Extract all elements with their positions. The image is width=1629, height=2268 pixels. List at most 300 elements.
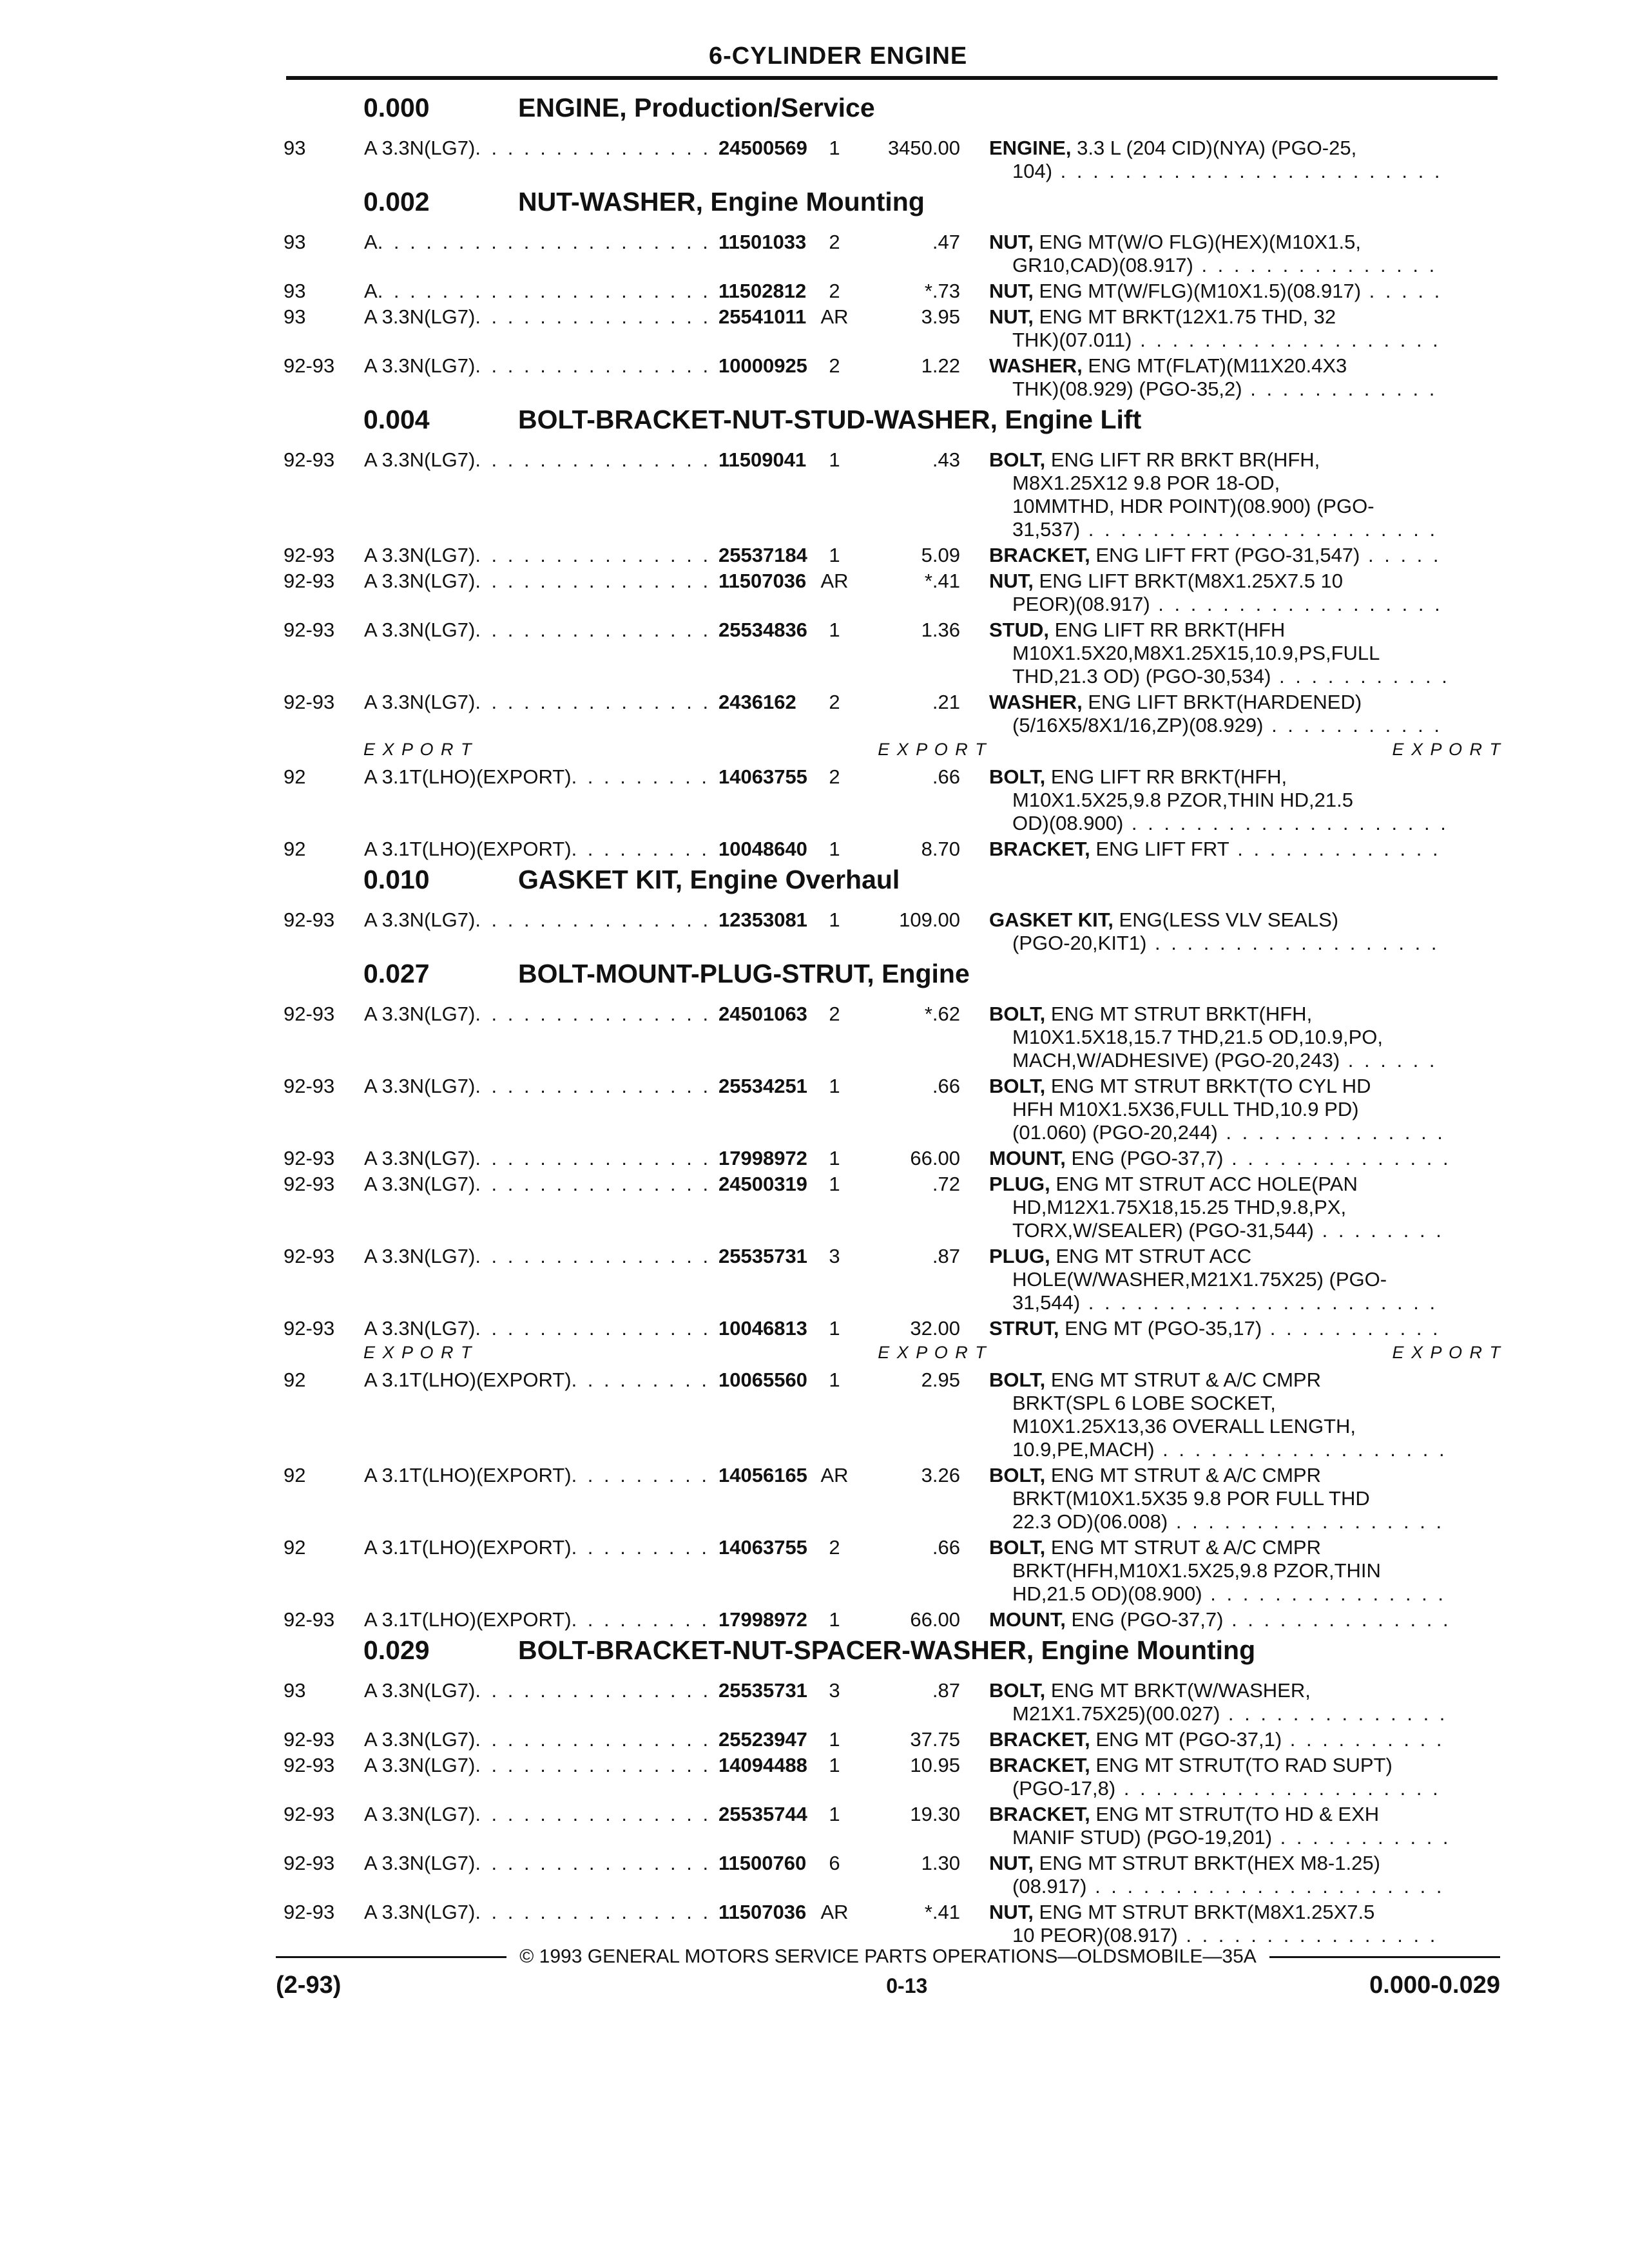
description-text: (PGO-17,8) [1012, 1777, 1116, 1800]
dot-leader [475, 1728, 718, 1751]
model-year: 92-93 [284, 619, 335, 641]
model-year: 92-93 [284, 1147, 335, 1169]
copyright-notice: © 1993 GENERAL MOTORS SERVICE PARTS OPERATIONS—OLDSMOBILE—35A [519, 1946, 1257, 1967]
part-number: 25535731 [718, 1679, 807, 1702]
model-year: 92-93 [284, 1608, 335, 1631]
part-name: ENGINE, [989, 137, 1072, 159]
part-row [284, 1679, 1501, 1725]
export-label: E X P O R T [363, 740, 473, 759]
section-header [284, 1635, 1501, 1679]
description-text: THK)(07.011) [1012, 329, 1132, 351]
description-text: (01.060) (PGO-20,244) [1012, 1121, 1218, 1144]
engine-code: A 3.3N(LG7) [364, 1173, 476, 1195]
export-label: E X P O R T [363, 1343, 473, 1362]
page-footer [276, 1946, 1500, 1999]
part-name: BRACKET, [989, 838, 1090, 860]
dot-leader [475, 1245, 718, 1314]
part-name: NUT, [989, 305, 1034, 328]
engine-application [364, 1003, 718, 1072]
part-row [284, 280, 1501, 303]
part-name: GASKET KIT, [989, 908, 1113, 931]
price: .47 [932, 231, 960, 253]
engine-application [364, 1901, 718, 1947]
quantity: 1 [829, 1075, 840, 1097]
description-text: BRKT(M10X1.5X35 9.8 POR FULL THD [1012, 1487, 1370, 1510]
description-line [989, 1196, 1447, 1219]
description-text: ENG MT BRKT(12X1.75 THD, 32 [1039, 305, 1336, 328]
price: 3450.00 [887, 137, 960, 159]
part-description [989, 1754, 1447, 1800]
engine-application [364, 1369, 718, 1461]
engine-application [364, 1317, 718, 1340]
section-title: GASKET KIT, Engine Overhaul [518, 865, 900, 894]
part-description [989, 1852, 1447, 1898]
description-line [989, 137, 1447, 160]
part-description [989, 1369, 1447, 1461]
description-line [989, 378, 1447, 401]
dot-leader [475, 691, 718, 737]
description-line [989, 448, 1447, 472]
part-name: BRACKET, [989, 1754, 1090, 1776]
part-description [989, 570, 1447, 616]
description-line [989, 1049, 1447, 1072]
price: *.62 [924, 1003, 960, 1025]
description-line [989, 1245, 1447, 1268]
engine-application [364, 231, 718, 277]
part-number: 25523947 [718, 1728, 807, 1751]
model-year: 92 [284, 1464, 306, 1486]
engine-code: A 3.3N(LG7) [364, 1754, 476, 1776]
part-row [284, 619, 1501, 688]
description-text: ENG MT (PGO-37,1) [1095, 1728, 1282, 1751]
description-line [989, 838, 1447, 861]
description-text: ENG MT(W/FLG)(M10X1.5)(08.917) [1039, 280, 1362, 302]
description-text: ENG(LESS VLV SEALS) [1119, 908, 1339, 931]
description-text: ENG LIFT FRT [1095, 838, 1229, 860]
dot-leader [475, 1003, 718, 1072]
engine-application [364, 765, 718, 835]
description-line [989, 1075, 1447, 1098]
quantity: 2 [829, 1003, 840, 1025]
part-row [284, 1464, 1501, 1533]
quantity: 1 [829, 137, 840, 159]
section-header [284, 865, 1501, 908]
engine-application [364, 1803, 718, 1849]
date-code: (2-93) [276, 1972, 342, 1999]
dot-leader [475, 1901, 718, 1947]
engine-code: A 3.1T(LHO)(EXPORT) [364, 1608, 572, 1631]
engine-application [364, 908, 718, 955]
part-number: 11502812 [718, 280, 807, 302]
part-name: BOLT, [989, 1369, 1046, 1391]
dot-leader [572, 838, 718, 861]
part-description [989, 1536, 1447, 1606]
model-year: 92-93 [284, 354, 335, 377]
part-row [284, 1173, 1501, 1242]
model-year: 92-93 [284, 544, 335, 566]
description-line [989, 1901, 1447, 1924]
description-text: ENG MT STRUT(TO RAD SUPT) [1095, 1754, 1393, 1776]
quantity: 1 [829, 619, 840, 641]
model-year: 92-93 [284, 1317, 335, 1340]
quantity: 1 [829, 544, 840, 566]
part-description [989, 1803, 1447, 1849]
description-line [989, 305, 1447, 329]
part-description [989, 1679, 1447, 1725]
description-text: ENG MT STRUT ACC [1055, 1245, 1252, 1267]
quantity: 2 [829, 354, 840, 377]
quantity: 1 [829, 1317, 840, 1340]
quantity: 2 [829, 765, 840, 788]
description-text: PEOR)(08.917) [1012, 593, 1150, 615]
description-line [989, 1754, 1447, 1777]
part-description [989, 544, 1447, 567]
quantity: 3 [829, 1245, 840, 1267]
description-line [989, 329, 1447, 352]
engine-application [364, 619, 718, 688]
footer-rule-left [276, 1956, 506, 1958]
part-number: 14094488 [718, 1754, 807, 1776]
description-line [989, 472, 1447, 495]
description-line [989, 231, 1447, 254]
description-text: ENG LIFT BRKT(M8X1.25X7.5 10 [1039, 570, 1344, 592]
engine-application [364, 305, 718, 352]
description-line [989, 789, 1447, 812]
quantity: AR [820, 305, 849, 328]
description-text: ENG LIFT RR BRKT BR(HFH, [1050, 448, 1320, 471]
page-title: 6-CYLINDER ENGINE [709, 43, 968, 70]
part-description [989, 280, 1447, 303]
description-text: THK)(08.929) (PGO-35,2) [1012, 378, 1242, 400]
section-header [284, 93, 1501, 137]
quantity: 1 [829, 1147, 840, 1169]
catalog-section [284, 187, 1501, 401]
dot-leader [475, 570, 718, 616]
price: 2.95 [921, 1369, 960, 1391]
description-line [989, 1268, 1447, 1291]
description-line [989, 642, 1447, 665]
part-row [284, 448, 1501, 541]
price: .72 [932, 1173, 960, 1195]
engine-code: A 3.1T(LHO)(EXPORT) [364, 1536, 572, 1559]
quantity: 2 [829, 280, 840, 302]
part-row [284, 1075, 1501, 1144]
engine-application [364, 448, 718, 541]
part-name: PLUG, [989, 1245, 1050, 1267]
part-number: 17998972 [718, 1608, 807, 1631]
part-name: BOLT, [989, 1075, 1046, 1097]
model-year: 92-93 [284, 570, 335, 592]
part-description [989, 1147, 1447, 1170]
model-year: 92-93 [284, 1803, 335, 1825]
engine-code: A 3.3N(LG7) [364, 1803, 476, 1825]
price: .66 [932, 765, 960, 788]
description-line [989, 665, 1447, 688]
section-header [284, 187, 1501, 231]
price: .66 [932, 1536, 960, 1559]
price: .43 [932, 448, 960, 471]
description-text: 31,537) [1012, 518, 1081, 541]
part-number: 25541011 [718, 305, 807, 328]
engine-application [364, 1147, 718, 1170]
part-row [284, 305, 1501, 352]
export-label: E X P O R T [1392, 740, 1501, 759]
engine-code: A 3.3N(LG7) [364, 1245, 476, 1267]
engine-code: A 3.3N(LG7) [364, 908, 476, 931]
section-title: BOLT-BRACKET-NUT-SPACER-WASHER, Engine Mounting [518, 1635, 1256, 1665]
part-number: 25534251 [718, 1075, 807, 1097]
part-row [284, 765, 1501, 835]
catalog-section [284, 959, 1501, 1631]
part-description [989, 691, 1447, 737]
quantity: 1 [829, 1803, 840, 1825]
price: 37.75 [910, 1728, 960, 1751]
price: .87 [932, 1245, 960, 1267]
engine-code: A 3.1T(LHO)(EXPORT) [364, 838, 572, 860]
catalog-section [284, 93, 1501, 183]
part-number: 11507036 [718, 570, 807, 592]
dot-leader [572, 1464, 718, 1533]
description-line [989, 1852, 1447, 1875]
part-row [284, 570, 1501, 616]
quantity: 1 [829, 838, 840, 860]
description-line [989, 1464, 1447, 1487]
description-line [989, 160, 1447, 183]
price: .87 [932, 1679, 960, 1702]
price: 32.00 [910, 1317, 960, 1340]
part-row [284, 137, 1501, 183]
description-line [989, 908, 1447, 932]
description-text: ENG (PGO-37,7) [1071, 1147, 1224, 1169]
part-number: 25535744 [718, 1803, 807, 1825]
part-name: MOUNT, [989, 1147, 1066, 1169]
model-year: 93 [284, 280, 306, 302]
price: *.73 [924, 280, 960, 302]
part-description [989, 1245, 1447, 1314]
description-line [989, 1826, 1447, 1849]
description-text: 31,544) [1012, 1291, 1081, 1314]
engine-code: A [364, 231, 378, 253]
description-text: ENG LIFT RR BRKT(HFH, [1050, 765, 1287, 788]
part-description [989, 908, 1447, 955]
part-description [989, 1608, 1447, 1631]
part-description [989, 619, 1447, 688]
part-description [989, 765, 1447, 835]
quantity: 1 [829, 908, 840, 931]
part-row [284, 838, 1501, 861]
description-text: ENG MT STRUT BRKT(HFH, [1050, 1003, 1313, 1025]
footer-rule-right [1269, 1956, 1500, 1958]
section-title: BOLT-MOUNT-PLUG-STRUT, Engine [518, 959, 970, 988]
description-line [989, 1121, 1447, 1144]
part-number: 17998972 [718, 1147, 807, 1169]
description-text: M10X1.5X18,15.7 THD,21.5 OD,10.9,PO, [1012, 1026, 1383, 1048]
engine-code: A 3.3N(LG7) [364, 544, 476, 566]
quantity: 2 [829, 691, 840, 713]
catalog-section [284, 405, 1501, 861]
engine-application [364, 691, 718, 737]
part-name: BOLT, [989, 1003, 1046, 1025]
description-text: ENG MT BRKT(W/WASHER, [1050, 1679, 1311, 1702]
description-line [989, 1003, 1447, 1026]
part-name: NUT, [989, 1852, 1034, 1874]
engine-code: A 3.3N(LG7) [364, 619, 476, 641]
description-text: 10 PEOR)(08.917) [1012, 1924, 1178, 1946]
price: 8.70 [921, 838, 960, 860]
part-description [989, 448, 1447, 541]
engine-application [364, 137, 718, 183]
engine-code: A 3.3N(LG7) [364, 691, 476, 713]
catalog-section [284, 1635, 1501, 1947]
price: 1.22 [921, 354, 960, 377]
section-header [284, 405, 1501, 448]
quantity: 1 [829, 1369, 840, 1391]
description-line [989, 1803, 1447, 1826]
part-row [284, 1147, 1501, 1170]
price: 3.95 [921, 305, 960, 328]
dot-leader [475, 1147, 718, 1170]
description-line [989, 1317, 1447, 1340]
part-name: NUT, [989, 1901, 1034, 1923]
engine-application [364, 354, 718, 401]
part-number: 24501063 [718, 1003, 807, 1025]
part-number: 14063755 [718, 1536, 807, 1559]
description-line [989, 1582, 1447, 1606]
dot-leader [572, 765, 718, 835]
engine-code: A 3.3N(LG7) [364, 1852, 476, 1874]
engine-code: A 3.3N(LG7) [364, 137, 476, 159]
description-text: 104) [1012, 160, 1053, 182]
section-title: NUT-WASHER, Engine Mounting [518, 187, 925, 216]
part-number: 11507036 [718, 1901, 807, 1923]
description-text: ENG MT(W/O FLG)(HEX)(M10X1.5, [1039, 231, 1361, 253]
part-name: NUT, [989, 570, 1034, 592]
engine-code: A 3.3N(LG7) [364, 1147, 476, 1169]
export-divider [363, 1343, 1501, 1365]
description-line [989, 518, 1447, 541]
part-description [989, 231, 1447, 277]
part-description [989, 1728, 1447, 1751]
model-year: 93 [284, 305, 306, 328]
price: .21 [932, 691, 960, 713]
part-name: STUD, [989, 619, 1049, 641]
part-row [284, 1901, 1501, 1947]
model-year: 92-93 [284, 908, 335, 931]
part-name: PLUG, [989, 1173, 1050, 1195]
description-text: ENG (PGO-37,7) [1071, 1608, 1224, 1631]
description-text: GR10,CAD)(08.917) [1012, 254, 1193, 276]
dot-leader [475, 137, 718, 183]
section-code: 0.000 [363, 93, 430, 122]
section-code: 0.010 [363, 865, 430, 894]
price: 109.00 [899, 908, 960, 931]
model-year: 92-93 [284, 1754, 335, 1776]
description-line [989, 1173, 1447, 1196]
description-line [989, 1392, 1447, 1415]
description-line [989, 1728, 1447, 1751]
dot-leader [475, 305, 718, 352]
part-name: WASHER, [989, 691, 1083, 713]
part-row [284, 1728, 1501, 1751]
part-name: BOLT, [989, 765, 1046, 788]
price: 66.00 [910, 1147, 960, 1169]
part-description [989, 137, 1447, 183]
quantity: 1 [829, 448, 840, 471]
part-row [284, 691, 1501, 737]
dot-leader [475, 1679, 718, 1725]
engine-application [364, 1075, 718, 1144]
part-description [989, 354, 1447, 401]
dot-leader [475, 1317, 718, 1340]
dot-leader [475, 1803, 718, 1849]
description-line [989, 1875, 1447, 1898]
part-row [284, 1852, 1501, 1898]
description-line [989, 1510, 1447, 1533]
dot-leader [475, 1075, 718, 1144]
dot-leader [475, 908, 718, 955]
engine-code: A 3.3N(LG7) [364, 448, 476, 471]
description-text: M8X1.25X12 9.8 POR 18-OD, [1012, 472, 1280, 494]
part-number: 24500319 [718, 1173, 807, 1195]
part-row [284, 1369, 1501, 1461]
price: 1.30 [921, 1852, 960, 1874]
description-line [989, 1026, 1447, 1049]
price: *.41 [924, 1901, 960, 1923]
description-line [989, 1415, 1447, 1438]
description-text: ENG LIFT FRT (PGO-31,547) [1095, 544, 1360, 566]
engine-code: A 3.3N(LG7) [364, 1679, 476, 1702]
model-year: 92-93 [284, 1075, 335, 1097]
description-line [989, 1777, 1447, 1800]
part-name: BOLT, [989, 1536, 1046, 1559]
section-title: BOLT-BRACKET-NUT-STUD-WASHER, Engine Lift [518, 405, 1142, 434]
description-line [989, 1487, 1447, 1510]
dot-leader [572, 1536, 718, 1606]
model-year: 92-93 [284, 1728, 335, 1751]
engine-code: A [364, 280, 378, 302]
dot-leader [572, 1608, 718, 1631]
engine-code: A 3.3N(LG7) [364, 1317, 476, 1340]
description-line [989, 254, 1447, 277]
description-text: BRKT(HFH,M10X1.5X25,9.8 PZOR,THIN [1012, 1559, 1381, 1582]
description-text: ENG MT STRUT & A/C CMPR [1050, 1536, 1321, 1559]
part-row [284, 1536, 1501, 1606]
description-text: TORX,W/SEALER) (PGO-31,544) [1012, 1219, 1314, 1242]
part-number: 11509041 [718, 448, 807, 471]
part-number: 14063755 [718, 765, 807, 788]
description-line [989, 1559, 1447, 1582]
part-row [284, 1754, 1501, 1800]
engine-application [364, 544, 718, 567]
engine-code: A 3.1T(LHO)(EXPORT) [364, 1369, 572, 1391]
quantity: AR [820, 1464, 849, 1486]
dot-leader [475, 544, 718, 567]
part-name: BRACKET, [989, 1803, 1090, 1825]
description-text: 22.3 OD)(06.008) [1012, 1510, 1168, 1533]
quantity: 2 [829, 231, 840, 253]
part-row [284, 1245, 1501, 1314]
model-year: 92-93 [284, 1852, 335, 1874]
price: 66.00 [910, 1608, 960, 1631]
part-row [284, 231, 1501, 277]
model-year: 92-93 [284, 1245, 335, 1267]
description-text: M21X1.75X25)(00.027) [1012, 1702, 1220, 1725]
part-name: BRACKET, [989, 544, 1090, 566]
description-line [989, 1438, 1447, 1461]
description-line [989, 1536, 1447, 1559]
quantity: 1 [829, 1173, 840, 1195]
part-name: BOLT, [989, 1679, 1046, 1702]
